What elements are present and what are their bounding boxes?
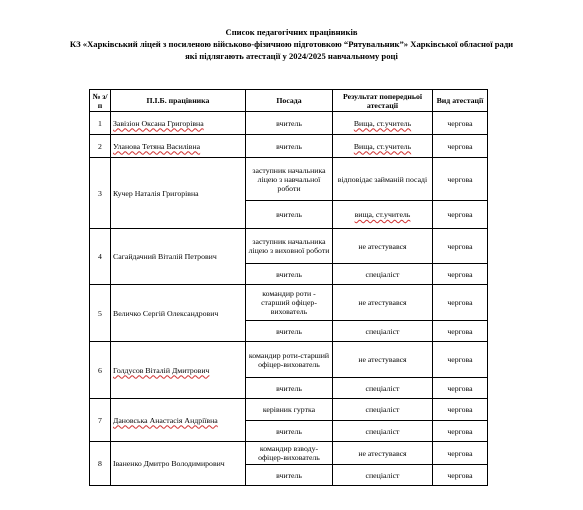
employee-position: вчитель (246, 264, 333, 285)
table-header-row (90, 90, 488, 112)
table-row (90, 158, 488, 201)
row-number: 4 (90, 229, 111, 285)
employee-position: вчитель (246, 201, 333, 229)
row-number: 3 (90, 158, 111, 229)
previous-attestation-result: відповідає займаній посаді (333, 158, 433, 201)
attestation-type: чергова (433, 264, 488, 285)
header-type: Вид атестації (433, 90, 488, 112)
attestation-type: чергова (433, 321, 488, 342)
header-name: П.І.Б. працівника (111, 90, 246, 112)
employee-name: Іваненко Дмитро Володимирович (111, 442, 246, 486)
previous-attestation-result: спеціаліст (333, 421, 433, 442)
row-number: 6 (90, 342, 111, 399)
attestation-type: чергова (433, 201, 488, 229)
table-row (90, 442, 488, 465)
previous-attestation-result: спеціаліст (333, 378, 433, 399)
employee-position: вчитель (246, 465, 333, 486)
employee-position: заступник начальника ліцею з навчальної роботи (246, 158, 333, 201)
attestation-type: чергова (433, 112, 488, 135)
attestation-type: чергова (433, 342, 488, 378)
employee-position: командир роти - старший офіцер-вихователь (246, 285, 333, 321)
previous-attestation-result: Вища, ст.учитель (333, 112, 433, 135)
employee-position: вчитель (246, 112, 333, 135)
attestation-type: чергова (433, 421, 488, 442)
table-row (90, 285, 488, 321)
table-row (90, 112, 488, 135)
attestation-type: чергова (433, 158, 488, 201)
employee-name: Величко Сергій Олександрович (111, 285, 246, 342)
row-number: 2 (90, 135, 111, 158)
attestation-type: чергова (433, 378, 488, 399)
institution-line: КЗ «Харківський ліцей з посиленою військово-фізичною підготовкою “Рятувальник”» Харківської обласної ради (69, 39, 514, 49)
employee-position: вчитель (246, 421, 333, 442)
header-result: Результат попередньої атестації (333, 90, 433, 112)
previous-attestation-result: не атестувався (333, 442, 433, 465)
employee-position: командир взводу-офіцер-вихователь (246, 442, 333, 465)
attestation-type: чергова (433, 229, 488, 264)
subtitle-line: які підлягають атестації у 2024/2025 навчальному році (185, 51, 398, 61)
employee-name: Сагайдачний Віталій Петрович (111, 229, 246, 285)
row-number: 8 (90, 442, 111, 486)
employee-name: Уланова Тетяна Василівна (111, 135, 246, 158)
table-row (90, 399, 488, 421)
employee-position: заступник начальника ліцею з виховної роботи (246, 229, 333, 264)
previous-attestation-result: вища, ст.учитель (333, 201, 433, 229)
employee-name: Кучер Наталія Григорівна (111, 158, 246, 229)
previous-attestation-result: спеціаліст (333, 399, 433, 421)
row-number: 7 (90, 399, 111, 442)
employee-position: вчитель (246, 378, 333, 399)
employee-position: керівник гуртка (246, 399, 333, 421)
row-number: 5 (90, 285, 111, 342)
previous-attestation-result: не атестувався (333, 342, 433, 378)
previous-attestation-result: не атестувався (333, 285, 433, 321)
employee-name: Дановська Анастасія Андріївна (111, 399, 246, 442)
previous-attestation-result: спеціаліст (333, 264, 433, 285)
row-number: 1 (90, 112, 111, 135)
previous-attestation-result: не атестувався (333, 229, 433, 264)
previous-attestation-result: спеціаліст (333, 321, 433, 342)
attestation-type: чергова (433, 285, 488, 321)
table-row (90, 229, 488, 264)
previous-attestation-result: спеціаліст (333, 465, 433, 486)
table-row (90, 342, 488, 378)
employee-position: командир роти-старший офіцер-вихователь (246, 342, 333, 378)
attestation-type: чергова (433, 442, 488, 465)
header-num: № з/п (90, 90, 111, 112)
employee-position: вчитель (246, 321, 333, 342)
attestation-type: чергова (433, 399, 488, 421)
document-title: Список педагогічних працівників (225, 27, 358, 37)
attestation-type: чергова (433, 465, 488, 486)
table-body (90, 112, 488, 486)
previous-attestation-result: Вища, ст.учитель (333, 135, 433, 158)
staff-table (89, 89, 488, 486)
attestation-type: чергова (433, 135, 488, 158)
employee-position: вчитель (246, 135, 333, 158)
employee-name: Завізіон Оксана Григорівна (111, 112, 246, 135)
table-row (90, 135, 488, 158)
employee-name: Голдусов Віталій Дмитрович (111, 342, 246, 399)
header-position: Посада (246, 90, 333, 112)
